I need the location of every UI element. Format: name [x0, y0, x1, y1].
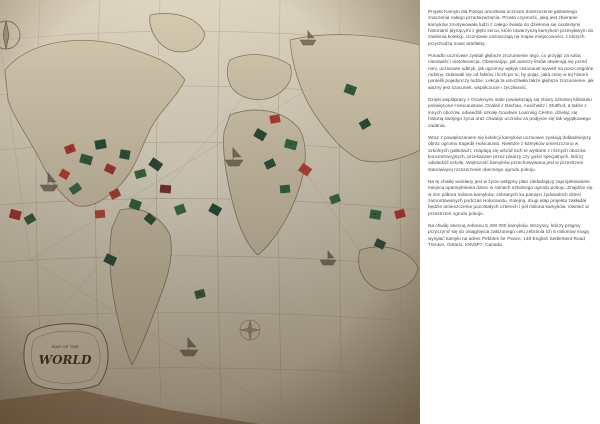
paragraph-understanding: Ponadto uczniowie zyskali głębsze zrozumienie tego, co przyjąć za sobą nienawiść i nietolerancja. Obserwując, jak autorzy listów otwierają się przed nimi, uczniowie odkryli, jak ogromny wpływ Holocaust wywarł na poszczególne rodziny. Odarwali się od faktów i liczb po to, by pojąć, jaką cenę w tej historii ponieśli pojedynczy ludzie. Lekcja ta umożliwiła także głębsze zrozumienie, jak ważny jest szacunek, współczucie i życzliwość.: [428, 54, 594, 91]
paragraph-contact-address: Na chwilę obecną zebrano 5 400 000 kamyków. Wszyscy, którzy pragną przyczynić się do osiągnięcia założonego celu zebrania ich 6 milionów mogą wysyłać kamyki na adres Pebbles for Peace, 149 English Settlement Road, Trenton, Ontario, K8V5P7, Canada.: [428, 223, 589, 248]
text-column: [428, 10, 594, 416]
paragraph-project-intro: Projekt Kamyki dla Pokoju umożliwia uczniom dostrzeżenie globalnego znaczenia całego przedsięwzięcia. Prosta czynność, jaką jest zbieranie kamyków zmotywowała ludzi z całego świata do dzielenia się osobistymi historiami płynącymi z głębi serca, które towarzyszą kamykom przesyłanym do zasilenia kolekcji. Uczniowie zaznaczają na mapie miejscowości, z których przychodzą nowe artefakty.: [428, 10, 594, 47]
paragraph-collection: Wraz z powiększaniem się kolekcji kamyków uczniowie zyskują dokładniejszy obraz ogromu tragedii Holocaustu. Niektóre z kamyków umieszczono w szkolnych gablotach; znajdują się wśród nich te wysłane z różnych obozów koncentracyjnych, przekazane przez pisarzy czy gości specjalnych, którzy odwiedzili szkołę. Większość kamyków przechowywana jest w przestrzeni stanowiącej rozszerzenie obecnego ogrodu pokoju.: [428, 135, 592, 173]
paragraph-memorial-plan: Na tę chwilę wcielany jest w życie wstępny plan zakładający zaprojektowanie miejsca upamiętnienia dzieci w ramach szkolnego ogrodu pokoju. Znajdzie się w nim półtora miliona kamyków, zebranych ku pamięci żydowskich dzieci zamordowanych podczas Holocaustu. Kolejną, drugi etap projektu zakładał będzie umieszczenie pozostałych czterech i pół miliona kamyków, również w przestrzeni ogrodu pokoju.: [428, 179, 593, 217]
paragraph-survivors: Dzięki współpracy z Ocalonymi stale powiększają się zbiory szkolnej biblioteki poświęcone Holocaustowi. Ocalali z Dachau, Auschwitz i Stutthof, a także z innych obozów, odwiedzili szkołę Goodwin Learning Centre, dzieląc się historią swojego życia oraz chwaląc uczniów za podjęcie się tak wyjątkowego zadania.: [428, 98, 592, 129]
